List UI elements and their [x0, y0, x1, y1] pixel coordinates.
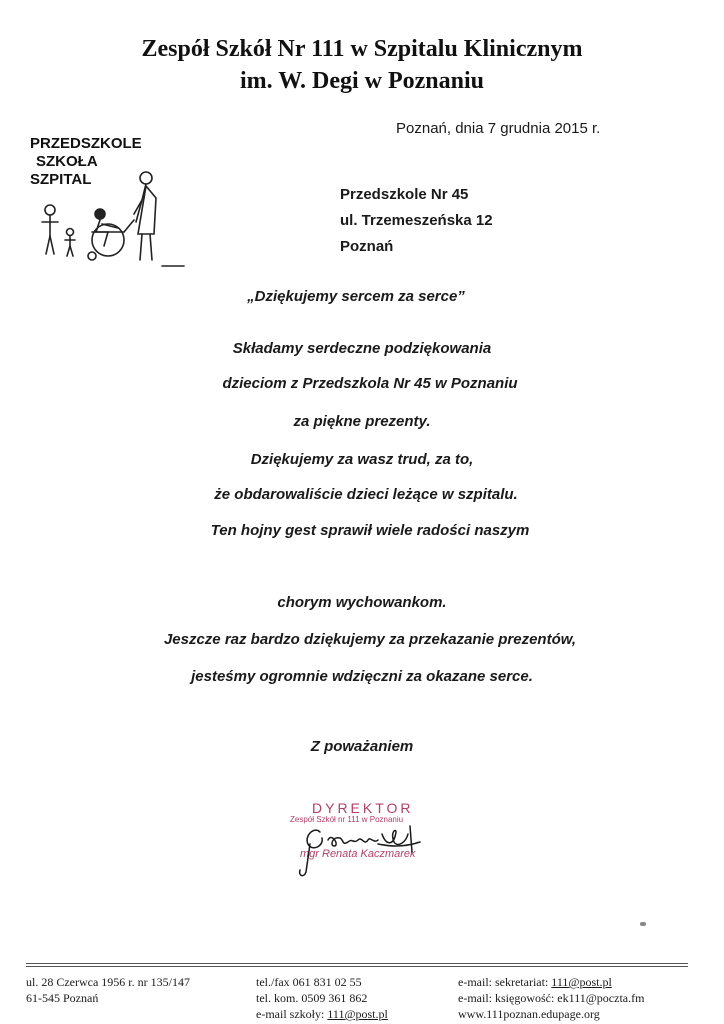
- handwritten-signature: [270, 812, 440, 882]
- letter-line: Składamy serdeczne podziękowania: [232, 340, 492, 357]
- footer-mobile: tel. kom. 0509 361 862: [256, 991, 368, 1005]
- school-name-line2: im. W. Degi w Poznaniu: [239, 68, 485, 94]
- letter-line: Dziękujemy za wasz trud, za to,: [250, 451, 474, 468]
- letter-closing: Z poważaniem: [310, 738, 414, 755]
- footer-fax: tel./fax 061 831 02 55: [256, 975, 362, 989]
- letter-line: Jeszcze raz bardzo dziękujemy za przekazanie prezentów,: [163, 631, 577, 648]
- footer-contacts: [458, 974, 644, 1022]
- letter-line: chorym wychowankom.: [277, 594, 447, 611]
- footer-rule: [26, 966, 688, 967]
- stamp-director-name: mgr Renata Kaczmarek: [300, 848, 416, 860]
- letter-line: za piękne prezenty.: [293, 413, 431, 430]
- letter-line: jesteśmy ogromnie wdzięczni za okazane serce.: [191, 668, 533, 685]
- stamp-organization: Zespół Szkół nr 111 w Poznaniu: [290, 815, 404, 824]
- footer-website: www.111poznan.edupage.org: [458, 1007, 600, 1021]
- letter-title: „Dziękujemy sercem za serce”: [247, 288, 465, 305]
- recipient-name: Przedszkole Nr 45: [340, 186, 469, 203]
- footer-secretariat-email: [458, 974, 644, 990]
- footer-rule: [26, 963, 688, 964]
- scan-speck: [640, 922, 646, 926]
- footer-school-email-label: e-mail szkoły:: [256, 1007, 328, 1021]
- logo-figures-icon: [38, 170, 188, 270]
- stamp-title: DYREKTOR: [312, 800, 414, 816]
- recipient-city: Poznań: [340, 238, 394, 255]
- logo-text-line2: SZKOŁA: [36, 153, 98, 170]
- footer-street: ul. 28 Czerwca 1956 r. nr 135/147: [26, 975, 190, 989]
- school-name-line1: Zespół Szkół Nr 111 w Szpitalu Klinicznym: [141, 36, 583, 62]
- logo-text-line3: SZPITAL: [30, 171, 92, 188]
- recipient-street: ul. Trzemeszeńska 12: [340, 212, 493, 229]
- letter-line: że obdarowaliście dzieci leżące w szpitalu.: [214, 486, 518, 503]
- logo-text-line1: PRZEDSZKOLE: [30, 135, 142, 152]
- letter-date: Poznań, dnia 7 grudnia 2015 r.: [396, 120, 601, 137]
- footer-school-email: [256, 1006, 388, 1022]
- footer-phones: [256, 974, 388, 1022]
- school-email-link[interactable]: 111@post.pl: [327, 1007, 388, 1021]
- letter-line: Ten hojny gest sprawił wiele radości naszym: [210, 522, 530, 539]
- letter-line: dzieciom z Przedszkola Nr 45 w Poznaniu: [222, 375, 518, 392]
- footer-accounting-email: e-mail: księgowość: ek111@poczta.fm: [458, 991, 645, 1005]
- secretariat-email-link[interactable]: 111@post.pl: [551, 975, 612, 989]
- footer-address: [26, 974, 190, 1006]
- footer-postal: 61-545 Poznań: [26, 991, 99, 1005]
- footer-secretariat-label: e-mail: sekretariat:: [458, 975, 552, 989]
